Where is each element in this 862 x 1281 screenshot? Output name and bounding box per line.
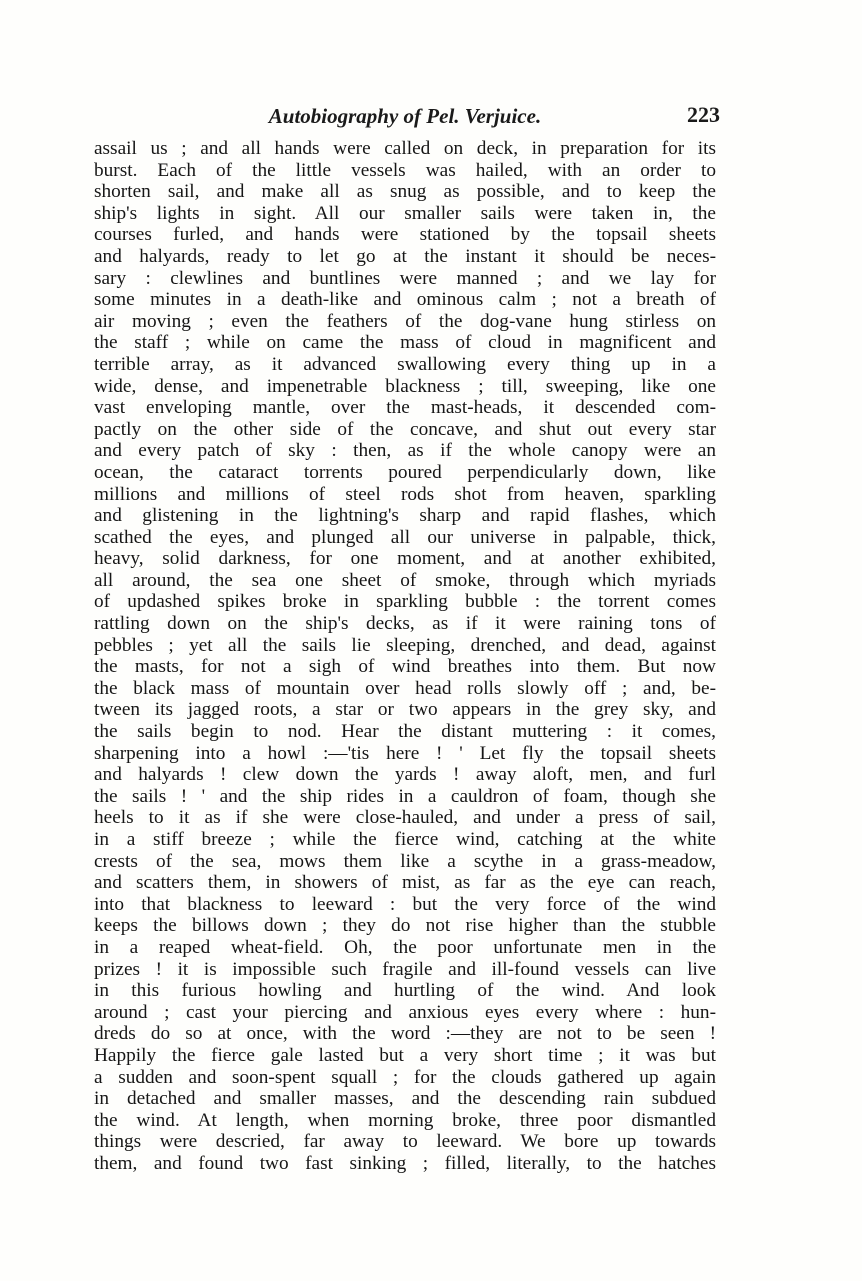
text-line: in a reaped wheat-field. Oh, the poor unfortunate men in the bbox=[94, 936, 716, 958]
text-line: in this furious howling and hurtling of the wind. And look bbox=[94, 980, 716, 1002]
text-line: keeps the billows down ; they do not rise higher than the stubble bbox=[94, 915, 716, 937]
page-header bbox=[94, 102, 720, 134]
text-line: and every patch of sky : then, as if the whole canopy were an bbox=[94, 440, 716, 462]
text-line: all around, the sea one sheet of smoke, through which myriads bbox=[94, 569, 716, 591]
text-line: the staff ; while on came the mass of cloud in magnificent and bbox=[94, 332, 716, 354]
text-line: crests of the sea, mows them like a scythe in a grass-meadow, bbox=[94, 850, 716, 872]
text-line: air moving ; even the feathers of the dog-vane hung stirless on bbox=[94, 310, 716, 332]
text-line: them, and found two fast sinking ; filled, literally, to the hatches bbox=[94, 1152, 716, 1174]
text-line: and halyards ! clew down the yards ! away aloft, men, and furl bbox=[94, 764, 716, 786]
text-line: the wind. At length, when morning broke, three poor dismantled bbox=[94, 1109, 716, 1131]
text-line: the masts, for not a sigh of wind breathes into them. But now bbox=[94, 656, 716, 678]
text-line: burst. Each of the little vessels was hailed, with an order to bbox=[94, 159, 716, 181]
text-line: the sails begin to nod. Hear the distant muttering : it comes, bbox=[94, 721, 716, 743]
text-line: pactly on the other side of the concave, and shut out every star bbox=[94, 418, 716, 440]
text-line: prizes ! it is impossible such fragile and ill-found vessels can live bbox=[94, 958, 716, 980]
text-line: courses furled, and hands were stationed by the topsail sheets bbox=[94, 224, 716, 246]
text-line: sharpening into a howl :—'tis here ! ' Let fly the topsail sheets bbox=[94, 742, 716, 764]
text-line: rattling down on the ship's decks, as if it were raining tons of bbox=[94, 613, 716, 635]
text-line: vast enveloping mantle, over the mast-heads, it descended com- bbox=[94, 397, 716, 419]
text-line: dreds do so at once, with the word :—they are not to be seen ! bbox=[94, 1023, 716, 1045]
text-line: into that blackness to leeward : but the very force of the wind bbox=[94, 893, 716, 915]
text-line: in detached and smaller masses, and the descending rain subdued bbox=[94, 1088, 716, 1110]
text-line: millions and millions of steel rods shot from heaven, sparkling bbox=[94, 483, 716, 505]
text-line: the black mass of mountain over head rolls slowly off ; and, be- bbox=[94, 677, 716, 699]
text-line: some minutes in a death-like and ominous calm ; not a breath of bbox=[94, 289, 716, 311]
text-line: pebbles ; yet all the sails lie sleeping, drenched, and dead, against bbox=[94, 634, 716, 656]
text-line: tween its jagged roots, a star or two appears in the grey sky, and bbox=[94, 699, 716, 721]
text-line: scathed the eyes, and plunged all our universe in palpable, thick, bbox=[94, 526, 716, 548]
text-line: the sails ! ' and the ship rides in a cauldron of foam, though she bbox=[94, 785, 716, 807]
text-line: things were descried, far away to leeward. We bore up towards bbox=[94, 1131, 716, 1153]
page-number: 223 bbox=[687, 102, 720, 127]
text-line: ocean, the cataract torrents poured perpendicularly down, like bbox=[94, 461, 716, 483]
text-line: wide, dense, and impenetrable blackness ; till, sweeping, like one bbox=[94, 375, 716, 397]
text-line: and glistening in the lightning's sharp and rapid flashes, which bbox=[94, 505, 716, 527]
text-line: of updashed spikes broke in sparkling bubble : the torrent comes bbox=[94, 591, 716, 613]
text-line: sary : clewlines and buntlines were manned ; and we lay for bbox=[94, 267, 716, 289]
body-text bbox=[94, 138, 716, 1175]
text-line: shorten sail, and make all as snug as possible, and to keep the bbox=[94, 181, 716, 203]
text-line: in a stiff breeze ; while the fierce wind, catching at the white bbox=[94, 829, 716, 850]
text-line: Happily the fierce gale lasted but a very short time ; it was but bbox=[94, 1044, 716, 1066]
running-title: Autobiography of Pel. Verjuice. bbox=[268, 104, 542, 128]
text-line: around ; cast your piercing and anxious eyes every where : hun- bbox=[94, 1001, 716, 1023]
text-line: heavy, solid darkness, for one moment, and at another exhibited, bbox=[94, 548, 716, 570]
text-line: and halyards, ready to let go at the instant it should be neces- bbox=[94, 245, 716, 267]
text-line: assail us ; and all hands were called on deck, in preparation for its bbox=[94, 138, 716, 159]
text-line: and scatters them, in showers of mist, as far as the eye can reach, bbox=[94, 872, 716, 894]
text-line: heels to it as if she were close-hauled, and under a press of sail, bbox=[94, 807, 716, 829]
text-line: a sudden and soon-spent squall ; for the clouds gathered up again bbox=[94, 1066, 716, 1088]
text-line: ship's lights in sight. All our smaller sails were taken in, the bbox=[94, 202, 716, 224]
text-line: terrible array, as it advanced swallowing every thing up in a bbox=[94, 353, 716, 375]
